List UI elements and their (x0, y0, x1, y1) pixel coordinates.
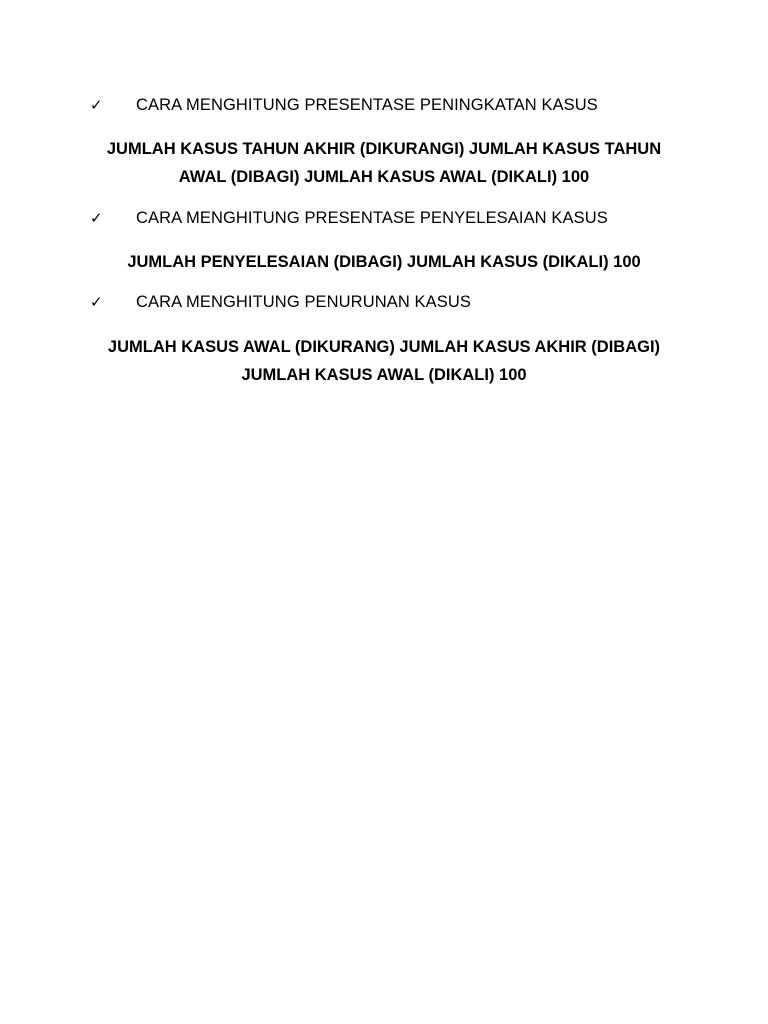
formula-line: AWAL (DIBAGI) JUMLAH KASUS AWAL (DIKALI) 100 (178, 168, 590, 186)
formula-line: JUMLAH KASUS TAHUN AKHIR (DIKURANGI) JUMLAH KASUS TAHUN (106, 140, 662, 158)
checkmark-icon: ✓ (90, 96, 103, 114)
formula-line: JUMLAH KASUS AWAL (DIKALI) 100 (241, 366, 527, 384)
bullet-item-penurunan (90, 291, 471, 313)
checkmark-icon: ✓ (90, 293, 103, 311)
bullet-heading: CARA MENGHITUNG PENURUNAN KASUS (136, 293, 471, 311)
checkmark-icon: ✓ (90, 209, 103, 227)
formula-line: JUMLAH PENYELESAIAN (DIBAGI) JUMLAH KASUS (DIKALI) 100 (127, 253, 641, 271)
formula-line: JUMLAH KASUS AWAL (DIKURANG) JUMLAH KASUS AKHIR (DIBAGI) (107, 338, 661, 356)
bullet-item-peningkatan (90, 94, 598, 116)
bullet-item-penyelesaian (90, 207, 608, 229)
bullet-heading: CARA MENGHITUNG PRESENTASE PENYELESAIAN KASUS (136, 209, 608, 227)
bullet-heading: CARA MENGHITUNG PRESENTASE PENINGKATAN KASUS (136, 96, 598, 114)
